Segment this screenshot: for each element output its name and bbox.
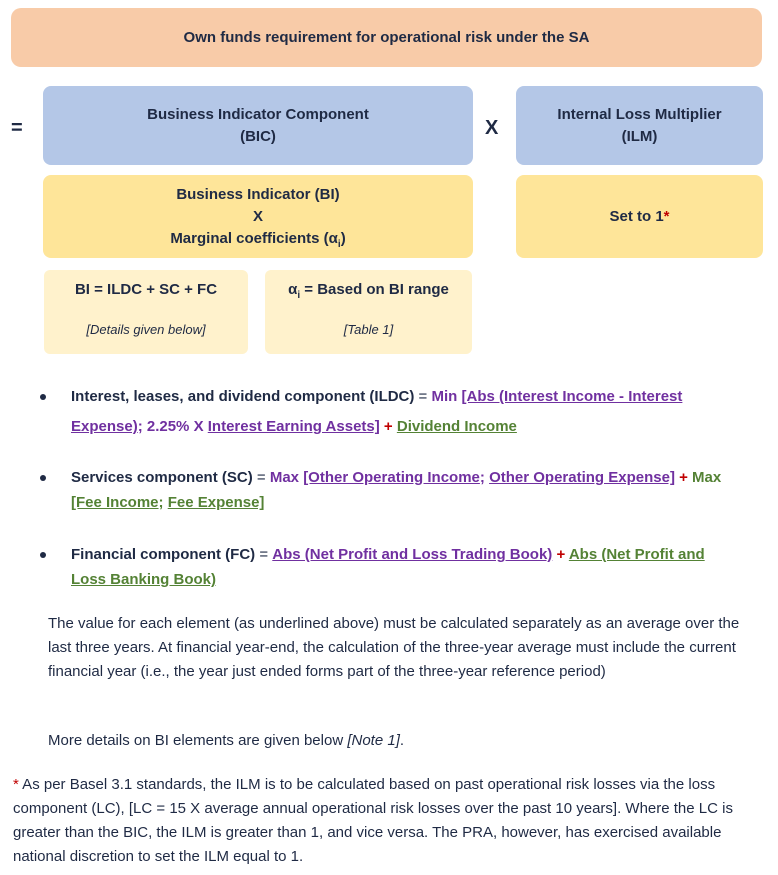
bi-label: Business Indicator (BI) — [176, 185, 340, 203]
footnote-asterisk: * — [13, 776, 19, 793]
list-item-sc: Services component (SC) = Max [Other Operating Income; Other Operating Expense] + Max [Fee Income; Fee Expense] — [40, 465, 740, 515]
ilm-value-box — [516, 175, 763, 258]
bi-formula: BI = ILDC + SC + FC — [74, 281, 218, 298]
ilm-box — [516, 86, 763, 165]
ilm-title: Internal Loss Multiplier — [557, 105, 722, 123]
bi-coefficients-box — [43, 175, 473, 258]
bic-title: Business Indicator Component — [147, 105, 369, 123]
bi-times-sign: X — [252, 207, 263, 225]
times-sign: X — [485, 117, 499, 139]
ilm-footnote: * As per Basel 3.1 standards, the ILM is to be calculated based on past operational risk losses via the loss component (LC), [LC = 15 X average annual operational risk losses over the past 10 years]. Where the LC is greater than the BIC, the ILM is greater than 1, and vice versa. The PRA, however, has exercised available national discretion to set the ILM equal to 1. — [13, 776, 733, 865]
ilm-abbrev: (ILM) — [621, 127, 658, 145]
ilm-value: Set to 1* — [609, 207, 670, 225]
title-banner — [11, 8, 762, 67]
equals-sign: = — [11, 117, 23, 139]
bic-box — [43, 86, 473, 165]
alpha-formula: $\alpha_i$ = Based on BI range — [288, 281, 449, 301]
ilm-asterisk: * — [663, 207, 670, 225]
bullet-dot — [40, 552, 46, 558]
marginal-coefficients-label: Marginal coefficients $(\alpha_i)$ — [170, 229, 346, 250]
average-calculation-paragraph: The value for each element (as underlined above) must be calculated separately as an average over the last three years. At financial year-end, the calculation of the three-year average must include the current financial year (i.e., the year just ended forms part of the three-year reference period) — [48, 615, 740, 680]
bi-formula-note: [Details given below] — [86, 322, 206, 337]
list-item-fc: Financial component (FC) = Abs (Net Profit and Loss Trading Book) + Abs (Net Profit and Loss Banking Book) — [40, 542, 740, 592]
alpha-formula-note: [Table 1] — [343, 322, 394, 337]
bic-abbrev: (BIC) — [240, 127, 276, 145]
page-title: Own funds requirement for operational risk under the SA — [183, 28, 590, 46]
list-item-ildc: Interest, leases, and dividend component (ILDC) = Min [Abs (Interest Income - Interest Expense); 2.25% X Interest Earning Assets] + Dividend Income — [40, 384, 740, 442]
alpha-formula-box — [265, 270, 472, 354]
more-details-paragraph: More details on BI elements are given below [Note 1]. — [48, 732, 405, 749]
bullet-dot — [40, 475, 46, 481]
bullet-dot — [40, 394, 46, 400]
bi-formula-box — [44, 270, 248, 354]
